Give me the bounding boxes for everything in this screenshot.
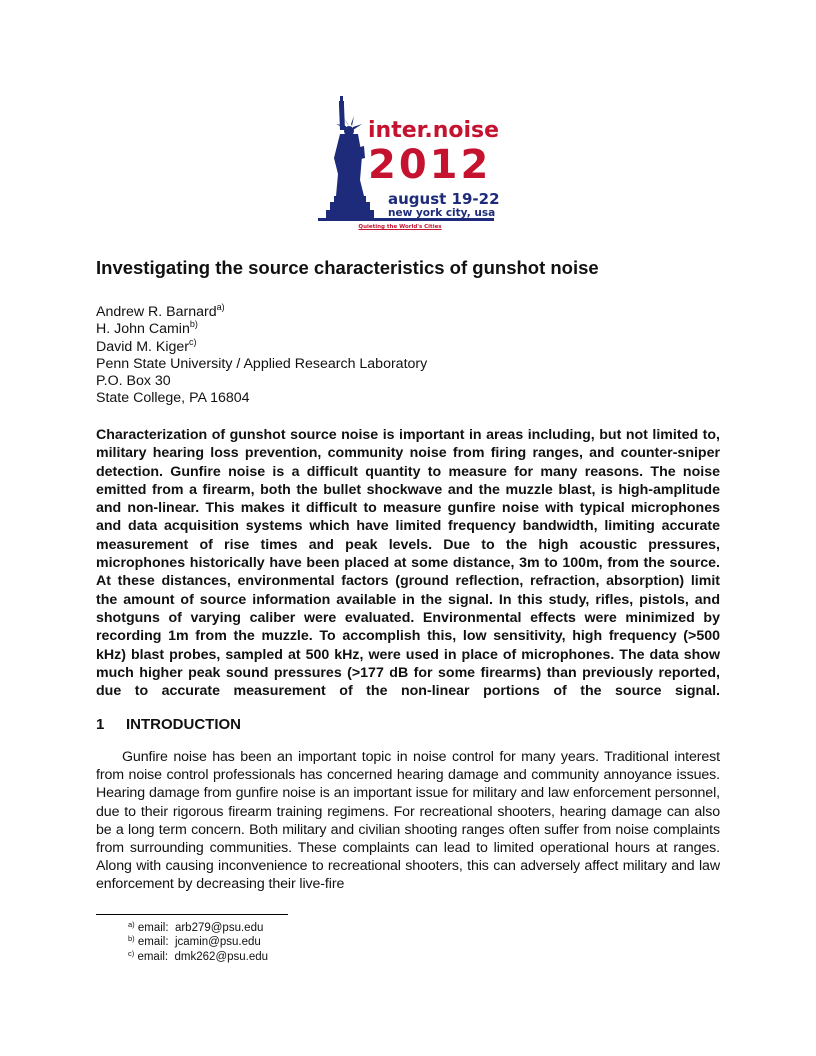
author-name: David M. Kiger	[96, 338, 190, 355]
intro-paragraph: Gunfire noise has been an important topic in noise control for many years. Traditional interest from noise control professionals has concerned hearing damage and community annoyance issues. Hearing damage from gunfire noise is an important issue for military and law enforcement personnel, due to their rigorous firearm training regimens. For recreational shooters, hearing damage can also be a long term concern. Both military and civilian shooting ranges often suffer from noise complaints from surrounding communities. These complaints can lead to limited operational hours at ranges. Along with causing inconvenience to recreational shooters, this can adversely affect military and law enforcement by decreasing their live-fire	[96, 749, 720, 893]
author-block	[96, 304, 427, 408]
address-line: P.O. Box 30	[96, 373, 171, 390]
footnote	[128, 935, 268, 949]
author-line	[96, 321, 427, 338]
logo-tagline: Quieting the World's Cities	[358, 224, 442, 230]
footnote-label: email:	[137, 922, 169, 934]
footnotes	[128, 921, 268, 964]
logo-line-internoise: inter.noise	[368, 118, 500, 143]
section-title: INTRODUCTION	[126, 716, 241, 733]
author-mark: a)	[216, 302, 225, 312]
footnote-mark: b)	[128, 934, 135, 944]
logo-line-dates: august 19-22	[388, 190, 500, 208]
abstract: Characterization of gunshot source noise is important in areas including, but not limited to, military hearing loss prevention, community noise from firing ranges, and counter-sniper detection. Gunfire noise is a difficult quantity to measure for many reasons. The noise emitted from a firearm, both the bullet shockwave and the muzzle blast, is high-amplitude and non-linear. This makes it difficult to measure gunfire noise with typical microphones and data acquisition systems which have limited frequency bandwidth, limiting accurate measurement of rise times and peak levels. Due to the high acoustic pressures, microphones historically have been placed at some distance, 3m to 100m, from the source. At these distances, environmental factors (ground reflection, refraction, absorption) limit the amount of source information available in the signal. In this study, rifles, pistols, and shotguns of varying caliber were evaluated. Environmental effects were minimized by recording 1m from the muzzle. To accomplish this, low sensitivity, high frequency (>500 kHz) blast probes, sampled at 500 kHz, were used in place of microphones. The data show much higher peak sound pressures (>177 dB for some firearms) than previously reported, due to accurate measurement of the non-linear portions of the source signal.	[96, 427, 720, 700]
section-number: 1	[96, 716, 105, 733]
author-mark: b)	[189, 319, 198, 330]
footnote-email: arb279@psu.edu	[174, 922, 264, 934]
author-line	[96, 336, 427, 356]
logo-line-location: new york city, usa	[388, 207, 496, 219]
footnote	[128, 921, 268, 935]
footnote	[128, 950, 268, 964]
footnote-email: jcamin@psu.edu	[174, 936, 261, 949]
paper-title: Investigating the source characteristics of gunshot noise	[96, 257, 599, 278]
author-mark: c)	[189, 336, 197, 347]
footnote-label: email:	[137, 950, 169, 963]
author-name: Andrew R. Barnard	[96, 304, 217, 320]
section-heading	[96, 716, 241, 733]
footnote-email: dmk262@psu.edu	[174, 950, 269, 963]
address-line: State College, PA 16804	[96, 390, 250, 407]
footnote-divider	[96, 914, 288, 915]
logo-line-year: 2012	[368, 142, 492, 188]
author-name: H. John Camin	[96, 321, 190, 338]
author-line	[96, 304, 427, 321]
affiliation-line: Penn State University / Applied Research Laboratory	[96, 355, 428, 372]
conference-logo	[318, 96, 508, 244]
footnote-label: email:	[137, 936, 169, 949]
footnote-mark: c)	[128, 948, 135, 958]
footnote-mark: a)	[128, 920, 135, 929]
